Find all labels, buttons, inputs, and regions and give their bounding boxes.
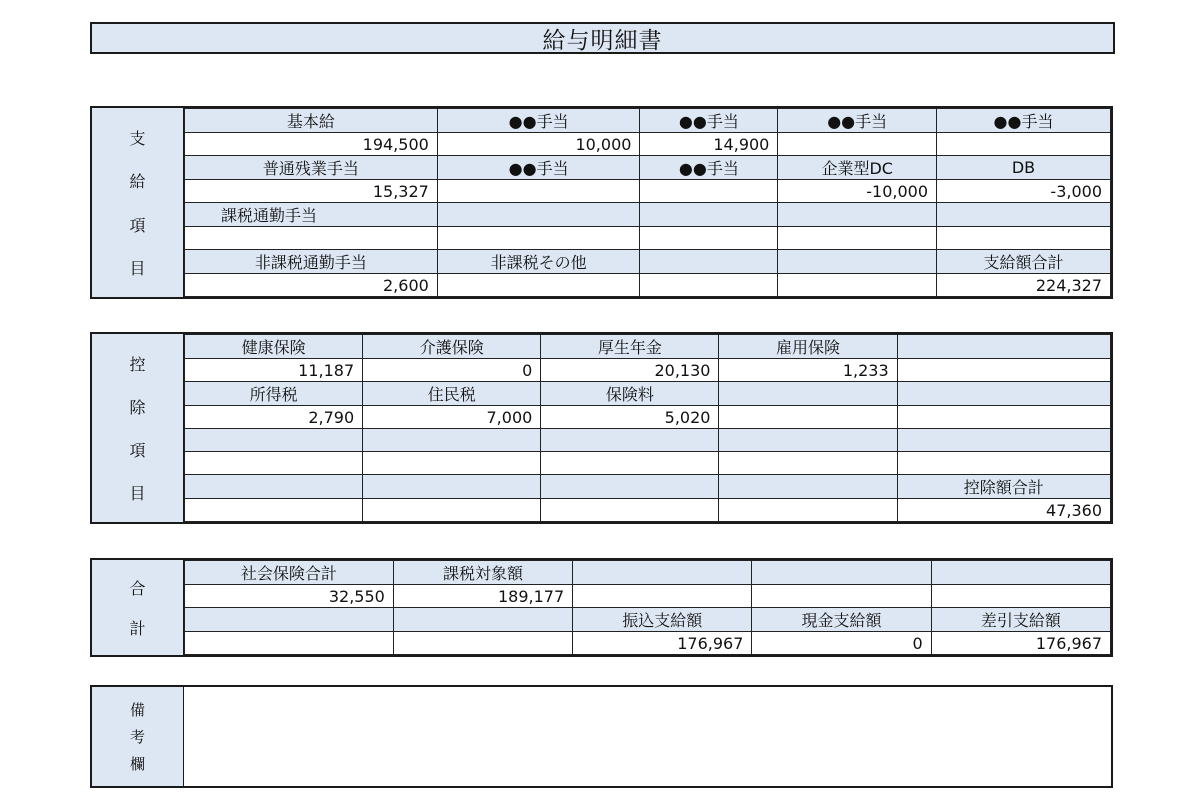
item-value-cell[interactable]: -10,000 <box>778 180 937 203</box>
totals-side-label <box>92 560 184 655</box>
item-label-cell <box>897 335 1110 359</box>
item-value-cell[interactable] <box>363 499 541 522</box>
item-label-cell: ●●手当 <box>437 109 640 133</box>
item-value-cell[interactable] <box>437 180 640 203</box>
item-label-cell <box>393 608 572 632</box>
item-label-cell: 企業型DC <box>778 156 937 180</box>
item-label-cell: 保険料 <box>541 382 719 406</box>
item-label-cell: 差引支給額 <box>931 608 1110 632</box>
side-char: 備 <box>129 701 145 719</box>
item-value-cell[interactable]: 15,327 <box>185 180 438 203</box>
item-label-cell <box>640 203 778 227</box>
remarks-section <box>90 685 1113 788</box>
label-row <box>185 335 1111 359</box>
side-char: 目 <box>129 258 146 278</box>
item-value-cell[interactable]: 11,187 <box>185 359 363 382</box>
totals-table <box>184 560 1111 655</box>
value-row <box>185 133 1111 156</box>
item-value-cell[interactable] <box>185 499 363 522</box>
value-row <box>185 359 1111 382</box>
item-label-cell: 振込支給額 <box>573 608 752 632</box>
item-label-cell: 普通残業手当 <box>185 156 438 180</box>
payment-items-section <box>90 106 1113 299</box>
item-value-cell[interactable]: 176,967 <box>573 632 752 655</box>
item-label-cell: 非課税通勤手当 <box>185 250 438 274</box>
value-row <box>185 499 1111 522</box>
item-value-cell[interactable] <box>752 585 931 608</box>
item-value-cell[interactable] <box>640 180 778 203</box>
item-label-cell <box>185 475 363 499</box>
side-char: 控 <box>129 355 146 374</box>
item-label-cell: 雇用保険 <box>719 335 897 359</box>
side-char: 項 <box>129 441 146 460</box>
item-value-cell[interactable] <box>437 274 640 297</box>
item-value-cell[interactable]: 14,900 <box>640 133 778 156</box>
label-row <box>185 429 1111 452</box>
item-label-cell <box>937 203 1111 227</box>
item-label-cell: ●●手当 <box>437 156 640 180</box>
item-label-cell <box>897 382 1110 406</box>
item-value-cell[interactable] <box>185 632 394 655</box>
item-label-cell <box>897 429 1110 452</box>
item-value-cell[interactable] <box>778 227 937 250</box>
deduction-items-section <box>90 332 1113 524</box>
item-value-cell[interactable] <box>719 406 897 429</box>
item-label-cell: 介護保険 <box>363 335 541 359</box>
label-row <box>185 109 1111 133</box>
item-value-cell[interactable]: 10,000 <box>437 133 640 156</box>
item-label-cell: 住民税 <box>363 382 541 406</box>
value-row <box>185 452 1111 475</box>
item-label-cell: ●●手当 <box>640 156 778 180</box>
item-value-cell[interactable]: -3,000 <box>937 180 1111 203</box>
item-value-cell[interactable] <box>185 227 438 250</box>
remarks-content[interactable] <box>184 687 1111 786</box>
item-value-cell[interactable] <box>640 274 778 297</box>
label-row <box>185 250 1111 274</box>
deduction-items-table <box>184 334 1111 522</box>
item-label-cell: 控除額合計 <box>897 475 1110 499</box>
label-row <box>185 608 1111 632</box>
item-label-cell <box>719 475 897 499</box>
value-row <box>185 180 1111 203</box>
item-value-cell[interactable] <box>937 227 1111 250</box>
item-label-cell <box>185 608 394 632</box>
label-row <box>185 203 1111 227</box>
label-row <box>185 561 1111 585</box>
value-row <box>185 227 1111 250</box>
item-value-cell[interactable]: 20,130 <box>541 359 719 382</box>
item-value-cell[interactable] <box>778 274 937 297</box>
item-label-cell: 課税対象額 <box>393 561 572 585</box>
item-label-cell: 社会保険合計 <box>185 561 394 585</box>
item-value-cell[interactable]: 2,790 <box>185 406 363 429</box>
item-label-cell <box>437 203 640 227</box>
item-value-cell[interactable] <box>573 585 752 608</box>
item-label-cell <box>640 250 778 274</box>
item-label-cell: ●●手当 <box>640 109 778 133</box>
item-label-cell <box>778 250 937 274</box>
item-label-cell <box>363 475 541 499</box>
payment-items-table <box>184 108 1111 297</box>
item-value-cell[interactable]: 5,020 <box>541 406 719 429</box>
item-value-cell[interactable] <box>719 452 897 475</box>
label-row <box>185 382 1111 406</box>
item-value-cell[interactable]: 7,000 <box>363 406 541 429</box>
item-value-cell[interactable] <box>185 452 363 475</box>
item-value-cell[interactable] <box>897 359 1110 382</box>
item-label-cell: 所得税 <box>185 382 363 406</box>
value-row <box>185 585 1111 608</box>
value-row <box>185 632 1111 655</box>
item-value-cell[interactable]: 2,600 <box>185 274 438 297</box>
value-row <box>185 274 1111 297</box>
side-char: 欄 <box>129 755 145 773</box>
item-value-cell[interactable] <box>541 452 719 475</box>
side-char: 除 <box>129 398 146 417</box>
item-value-cell[interactable]: 32,550 <box>185 585 394 608</box>
side-char: 合 <box>129 579 146 599</box>
item-value-cell[interactable]: 0 <box>752 632 931 655</box>
item-label-cell <box>185 429 363 452</box>
item-value-cell[interactable] <box>363 452 541 475</box>
item-label-cell: 課税通勤手当 <box>185 203 438 227</box>
page-title: 給与明細書 <box>90 22 1115 54</box>
label-row <box>185 156 1111 180</box>
side-char: 給 <box>129 172 146 192</box>
item-value-cell[interactable] <box>778 133 937 156</box>
item-label-cell: ●●手当 <box>778 109 937 133</box>
item-label-cell: 支給額合計 <box>937 250 1111 274</box>
item-value-cell[interactable]: 0 <box>363 359 541 382</box>
item-value-cell[interactable] <box>437 227 640 250</box>
item-value-cell[interactable]: 1,233 <box>719 359 897 382</box>
side-char: 項 <box>129 215 146 235</box>
label-row <box>185 475 1111 499</box>
item-label-cell: 非課税その他 <box>437 250 640 274</box>
deduction-items-side-label <box>92 334 184 522</box>
item-label-cell <box>931 561 1110 585</box>
item-value-cell[interactable] <box>897 406 1110 429</box>
item-label-cell <box>778 203 937 227</box>
item-label-cell: 厚生年金 <box>541 335 719 359</box>
item-value-cell[interactable] <box>541 499 719 522</box>
item-value-cell[interactable]: 194,500 <box>185 133 438 156</box>
item-label-cell <box>541 429 719 452</box>
item-value-cell[interactable]: 47,360 <box>897 499 1110 522</box>
item-label-cell: 基本給 <box>185 109 438 133</box>
item-label-cell: 健康保険 <box>185 335 363 359</box>
side-char: 計 <box>129 618 146 638</box>
item-value-cell[interactable]: 189,177 <box>393 585 572 608</box>
side-char: 支 <box>129 129 146 149</box>
item-label-cell <box>719 382 897 406</box>
item-label-cell <box>719 429 897 452</box>
value-row <box>185 406 1111 429</box>
item-label-cell: DB <box>937 156 1111 180</box>
item-label-cell <box>363 429 541 452</box>
item-value-cell[interactable] <box>931 585 1110 608</box>
payment-items-side-label <box>92 108 184 297</box>
item-label-cell <box>752 561 931 585</box>
side-char: 考 <box>129 728 145 746</box>
item-label-cell: ●●手当 <box>937 109 1111 133</box>
remarks-side-label <box>92 687 184 786</box>
item-label-cell: 現金支給額 <box>752 608 931 632</box>
item-value-cell[interactable] <box>640 227 778 250</box>
item-label-cell <box>541 475 719 499</box>
item-value-cell[interactable] <box>719 499 897 522</box>
item-value-cell[interactable] <box>897 452 1110 475</box>
item-value-cell[interactable] <box>393 632 572 655</box>
totals-section <box>90 558 1113 657</box>
item-value-cell[interactable] <box>937 133 1111 156</box>
side-char: 目 <box>129 484 146 503</box>
item-value-cell[interactable]: 224,327 <box>937 274 1111 297</box>
item-value-cell[interactable]: 176,967 <box>931 632 1110 655</box>
item-label-cell <box>573 561 752 585</box>
